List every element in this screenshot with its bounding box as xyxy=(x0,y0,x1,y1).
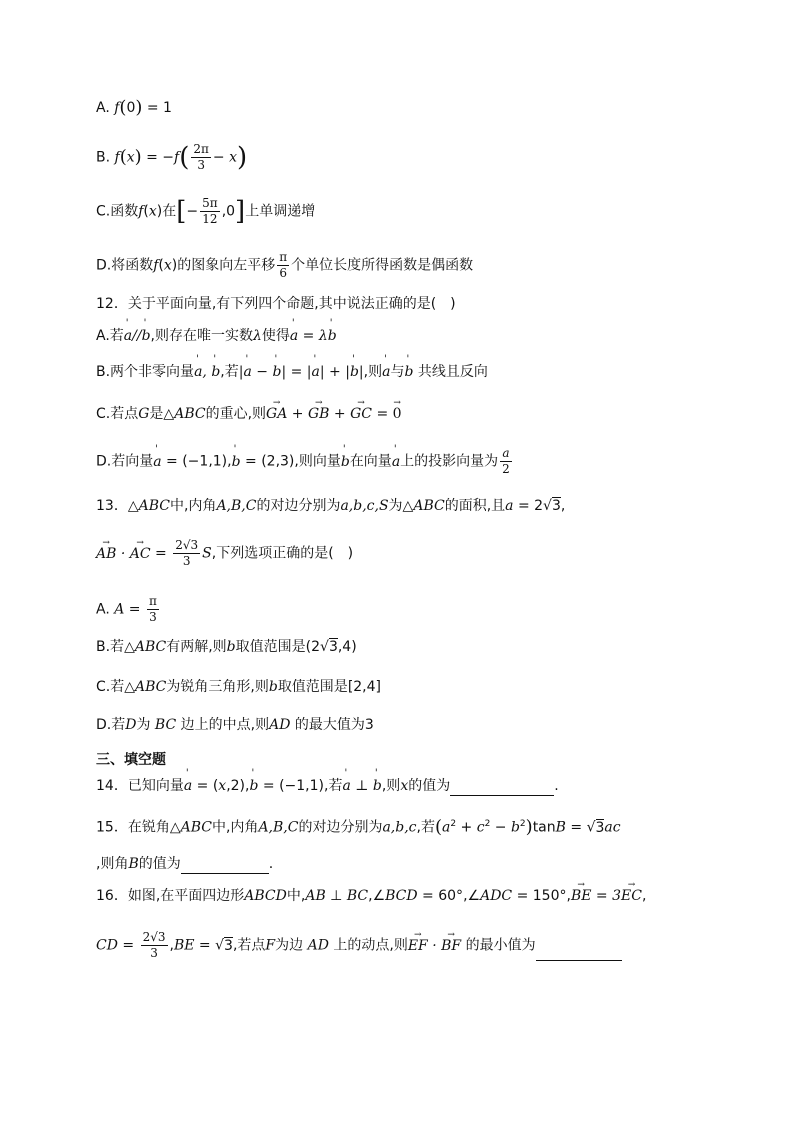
q12-option-b: B.两个非零向量' a, ' b,若|' a − ' b| = |' a| + |' b|,则' a与' b 共线且反向 xyxy=(96,362,488,382)
q11-option-d: D.将函数f(x)的图象向左平移 $\frac{\pi}{6}$ 个单位长度所得函数是偶函数 xyxy=(96,250,474,280)
q13-option-b: B.若△ABC有两解,则b取值范围是(2√3,4) xyxy=(96,639,357,655)
q12-option-c: C.若点G是△ABC的重心,则→ GA + → GB + → GC = → 0 xyxy=(96,404,402,424)
q12-option-a: A.若' a//' b,则存在唯一实数λ使得' a = λ' b xyxy=(96,326,337,346)
q12-option-d: D.若向量' a = (−1,1),' b = (2,3),则向量' b在向量' a上的投影向量为 $\frac{a}{2}$ xyxy=(96,446,514,477)
q11-option-c: C.函数f(x)在[− $\frac{5\pi}{12}$ ,0]上单调递增 xyxy=(96,196,316,227)
q14: 14．已知向量' a = (x,2),' b = (−1,1),若' a ⊥ ' b,则x的值为 . xyxy=(96,776,559,796)
q15-line2: ,则角B的值为 . xyxy=(96,856,274,872)
q15-line1: 15．在锐角△ABC中,内角A,B,C的对边分别为a,b,c,若$(a^2 + c^2 - b^2)\tan B = √3ac$ xyxy=(96,816,621,838)
q13-option-c: C.若△ABC为锐角三角形,则b取值范围是[2,4] xyxy=(96,679,382,695)
q13-stem-line2: → AB · → AC = $\frac{2√3}{3}$ S,下列选项正确的是( ) xyxy=(96,538,353,569)
q13-stem-line1: 13．△ABC中,内角A,B,C的对边分别为a,b,c,S为△ABC的面积,且a = 2√3, xyxy=(96,498,566,514)
q13-option-d: D.若D为 BC 边上的中点,则AD 的最大值为3 xyxy=(96,717,374,733)
q11-option-b: B. f(x) = −f( $\frac{2\pi}{3}$ − x) xyxy=(96,142,248,173)
q16-line1: 16．如图,在平面四边形ABCD中,AB ⊥ BC,∠BCD = 60°,∠ADC = 150°,→ BE = 3→ EC, xyxy=(96,886,646,906)
q11-option-a: A. f(0) = 1 xyxy=(96,97,172,118)
q13-option-a: A. A = $\frac{\pi}{3}$ xyxy=(96,594,157,624)
q12-stem: 12．关于平面向量,有下列四个命题,其中说法正确的是( ) xyxy=(96,296,456,312)
q16-line2: CD = $\frac{2√3}{3}$ ,BE = √3,若点F为边 AD 上的动点,则→ EF · → BF 的最小值为 xyxy=(96,930,622,961)
section-title: 三、填空题 xyxy=(96,752,166,768)
